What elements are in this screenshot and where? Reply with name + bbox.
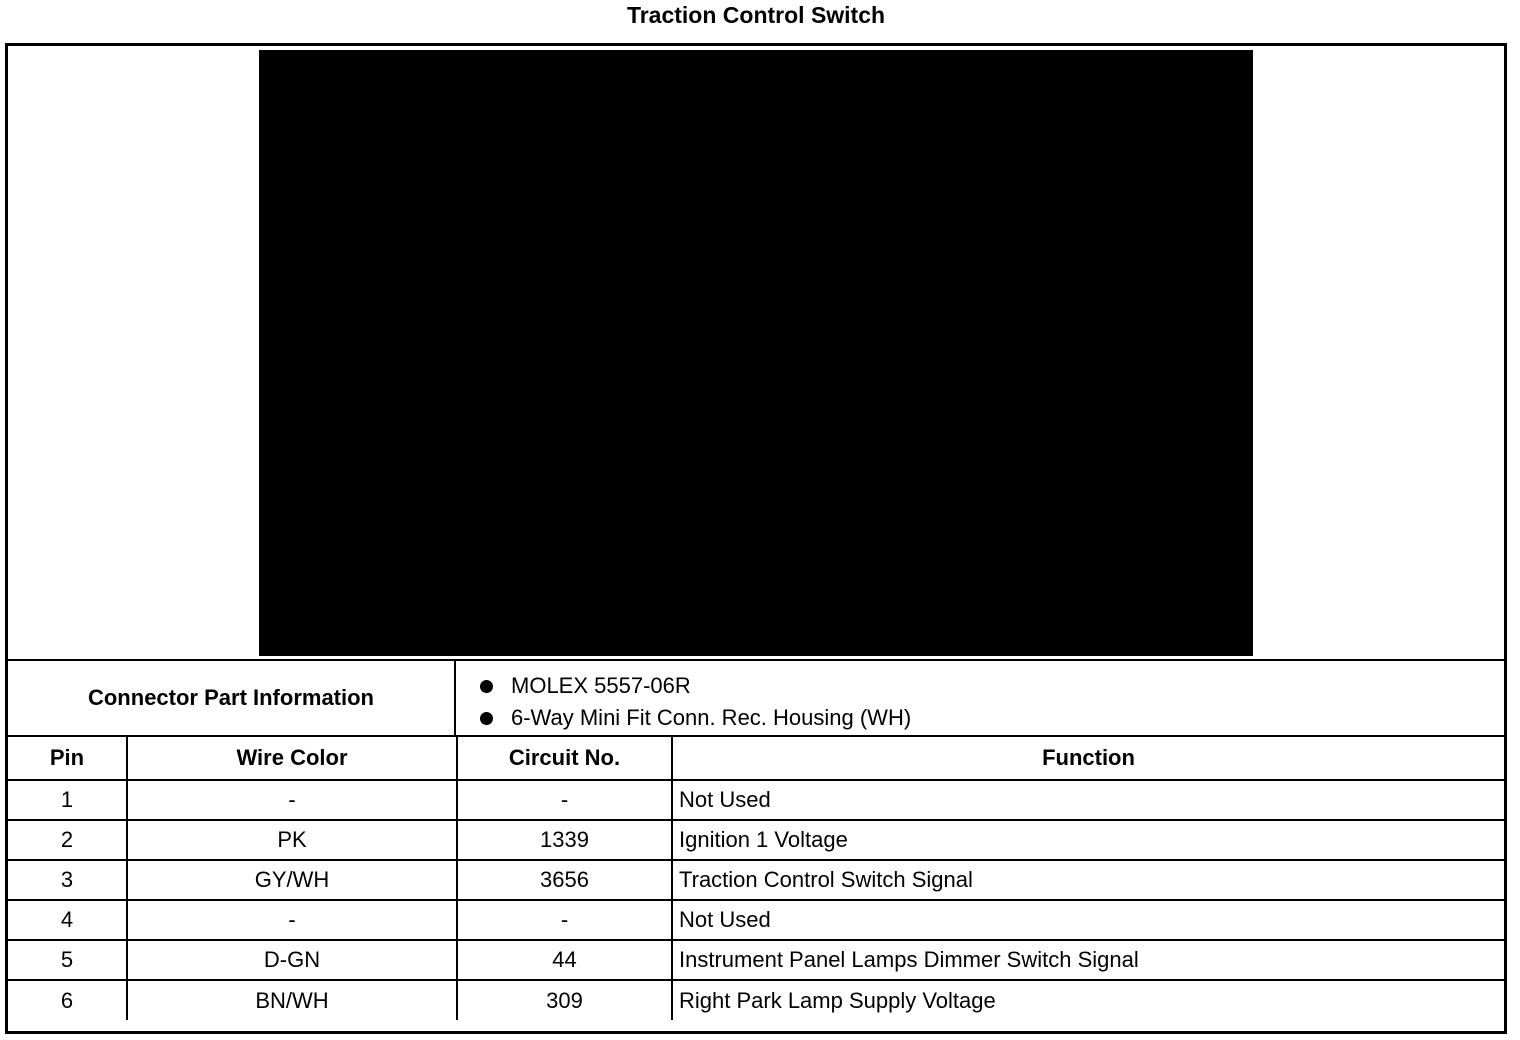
connector-info-item (480, 702, 1504, 734)
table-row (8, 780, 1504, 820)
table-row (8, 820, 1504, 860)
cell-circuit-no: 1339 (457, 820, 672, 860)
cell-pin: 3 (8, 860, 127, 900)
bullet-icon (480, 680, 493, 693)
connector-info-label: Connector Part Information (8, 661, 456, 735)
cell-pin: 5 (8, 940, 127, 980)
connector-image (259, 50, 1253, 656)
cell-pin: 6 (8, 980, 127, 1020)
cell-circuit-no: - (457, 780, 672, 820)
table-row (8, 860, 1504, 900)
cell-function: Not Used (672, 780, 1504, 820)
table-header-row (8, 737, 1504, 780)
header-function: Function (672, 737, 1504, 780)
connector-info-list (456, 661, 1504, 735)
cell-wire-color: D-GN (127, 940, 457, 980)
cell-circuit-no: 3656 (457, 860, 672, 900)
cell-wire-color: PK (127, 820, 457, 860)
connector-image-area (8, 46, 1504, 661)
header-wire-color: Wire Color (127, 737, 457, 780)
cell-wire-color: - (127, 780, 457, 820)
cell-pin: 4 (8, 900, 127, 940)
bullet-icon (480, 712, 493, 725)
cell-circuit-no: 309 (457, 980, 672, 1020)
cell-wire-color: - (127, 900, 457, 940)
cell-circuit-no: - (457, 900, 672, 940)
connector-info-item (480, 670, 1504, 702)
pinout-table (8, 737, 1504, 1020)
cell-wire-color: GY/WH (127, 860, 457, 900)
connector-info-text: 6-Way Mini Fit Conn. Rec. Housing (WH) (511, 705, 912, 730)
page-title: Traction Control Switch (626, 2, 886, 28)
connector-end-view-frame (5, 43, 1507, 1034)
header-pin: Pin (8, 737, 127, 780)
cell-circuit-no: 44 (457, 940, 672, 980)
cell-function: Not Used (672, 900, 1504, 940)
cell-function: Ignition 1 Voltage (672, 820, 1504, 860)
cell-wire-color: BN/WH (127, 980, 457, 1020)
connector-info-text: MOLEX 5557-06R (511, 673, 691, 698)
cell-function: Traction Control Switch Signal (672, 860, 1504, 900)
table-row (8, 940, 1504, 980)
cell-pin: 2 (8, 820, 127, 860)
table-row (8, 900, 1504, 940)
cell-function: Instrument Panel Lamps Dimmer Switch Signal (672, 940, 1504, 980)
cell-pin: 1 (8, 780, 127, 820)
header-circuit-no: Circuit No. (457, 737, 672, 780)
cell-function: Right Park Lamp Supply Voltage (672, 980, 1504, 1020)
table-row (8, 980, 1504, 1020)
connector-part-information (8, 661, 1504, 737)
